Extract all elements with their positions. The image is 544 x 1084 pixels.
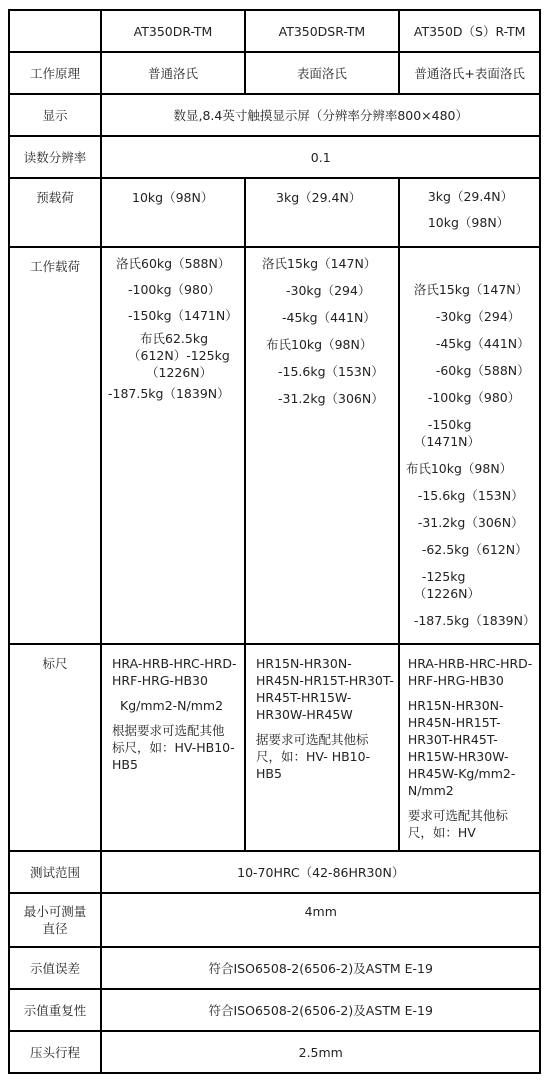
row-label-load-text: 工作载荷	[29, 259, 80, 274]
scale-line: HB5	[112, 757, 138, 772]
preload-value-2: 3kg（29.4N）	[276, 190, 362, 205]
row-label-accuracy: 示值误差	[9, 947, 101, 989]
table-row	[9, 94, 540, 136]
scale-line: 根据要求可选配其他	[112, 723, 225, 738]
load-line: 布氏10kg（98N）	[266, 337, 373, 352]
table-row	[9, 851, 540, 893]
model-header-2: AT350DSR-TM	[245, 10, 399, 52]
load-line: （1471N）	[413, 434, 481, 449]
load-line: -150kg	[427, 417, 472, 432]
scale-line: HRA-HRB-HRC-HRD-	[407, 656, 533, 671]
scale-cell-2	[245, 644, 399, 851]
row-label-stroke: 压头行程	[9, 1031, 101, 1073]
scale-line: HRF-HRG-HB30	[407, 673, 504, 688]
load-line: -187.5kg（1839N）	[413, 613, 536, 628]
model-header-3: AT350D（S）R-TM	[399, 10, 541, 52]
scale-line: N/mm2	[407, 783, 454, 798]
principle-value-1: 普通洛氏	[101, 52, 245, 94]
row-label-scale-text: 标尺	[42, 656, 68, 671]
scale-line: HR45T-HR15W-	[256, 690, 352, 705]
scale-line: HRA-HRB-HRC-HRD-	[112, 656, 237, 671]
min-diameter-label-line: 直径	[42, 921, 68, 936]
table-row	[9, 989, 540, 1031]
table-row	[9, 52, 540, 94]
table-row	[9, 178, 540, 247]
scale-line: HR15N-HR30N-	[256, 656, 352, 671]
load-line: -150kg（1471N）	[128, 308, 238, 323]
principle-value-3: 普通洛氏+表面洛氏	[399, 52, 541, 94]
load-line: -100kg（980）	[427, 390, 521, 405]
scale-line: 据要求可选配其他标	[256, 732, 369, 747]
min-diameter-cell	[101, 893, 540, 947]
table-row	[9, 644, 540, 851]
row-label-preload-text: 预载荷	[36, 190, 74, 205]
load-line: （1226N）	[413, 586, 481, 601]
load-line: -187.5kg（1839N）	[108, 386, 230, 401]
load-line: 布氏10kg（98N）	[405, 461, 513, 476]
row-label-scale	[9, 644, 101, 851]
load-line: （612N）-125kg	[128, 348, 230, 363]
table-row	[9, 247, 540, 644]
accuracy-value: 符合ISO6508-2(6506-2)及ASTM E-19	[101, 947, 540, 989]
load-cell-3	[399, 247, 541, 644]
row-label-resolution: 读数分辨率	[9, 136, 101, 178]
load-line: 洛氏60kg（588N）	[116, 256, 231, 271]
resolution-value: 0.1	[101, 136, 540, 178]
table-row	[9, 1031, 540, 1073]
row-label-repeatability: 示值重复性	[9, 989, 101, 1031]
load-line: -15.6kg（153N）	[417, 488, 524, 503]
load-line: （1226N）	[146, 365, 213, 380]
min-diameter-value: 4mm	[304, 904, 337, 919]
range-value: 10-70HRC（42-86HR30N）	[101, 851, 540, 893]
scale-line: HR45W-Kg/mm2-	[407, 766, 516, 781]
header-blank-cell	[9, 10, 101, 52]
row-label-display: 显示	[9, 94, 101, 136]
table-row	[9, 947, 540, 989]
load-line: -125kg	[421, 569, 466, 584]
scale-cell-3	[399, 644, 541, 851]
load-line: -30kg（294）	[435, 309, 521, 324]
load-line: -45kg（441N）	[435, 336, 530, 351]
row-label-load	[9, 247, 101, 644]
scale-line: HR45N-HR15T-HR30T-	[256, 673, 394, 688]
load-line: -31.2kg（306N）	[278, 391, 384, 406]
table-row	[9, 10, 540, 52]
scale-cell-1	[101, 644, 245, 851]
scale-line: 标尺，如：HV-HB10-	[112, 740, 235, 755]
scale-line: HB5	[256, 766, 282, 781]
load-line: -100kg（980）	[128, 282, 221, 297]
preload-value-1: 10kg（98N）	[132, 190, 214, 205]
preload-line: 10kg（98N）	[427, 215, 510, 230]
scale-line: HR15N-HR30N-	[407, 698, 504, 713]
load-line: -45kg（441N）	[282, 310, 376, 325]
scale-line: HR30W-HR45W	[256, 707, 353, 722]
row-label-preload	[9, 178, 101, 247]
model-header-1: AT350DR-TM	[101, 10, 245, 52]
scale-line: HR30T-HR45T-	[407, 732, 498, 747]
scale-line: 要求可选配其他标	[407, 808, 508, 823]
table-row	[9, 136, 540, 178]
scale-line: 尺，如：HV- HB10-	[256, 749, 371, 764]
load-line: -31.2kg（306N）	[417, 515, 524, 530]
load-line: 洛氏15kg（147N）	[262, 256, 377, 271]
stroke-value: 2.5mm	[101, 1031, 540, 1073]
scale-line: Kg/mm2-N/mm2	[120, 698, 224, 713]
load-line: -62.5kg（612N）	[421, 542, 528, 557]
scale-line: HR45N-HR15T-	[407, 715, 501, 730]
display-value: 数显,8.4英寸触摸显示屏（分辨率分辨率800×480）	[101, 94, 540, 136]
row-label-range: 测试范围	[9, 851, 101, 893]
preload-cell-3	[399, 178, 541, 247]
preload-cell-2	[245, 178, 399, 247]
min-diameter-label-line: 最小可测量	[23, 904, 87, 919]
spec-table	[8, 9, 541, 1074]
table-row	[9, 893, 540, 947]
scale-line: 尺，如：HV	[407, 825, 476, 840]
repeatability-value: 符合ISO6508-2(6506-2)及ASTM E-19	[101, 989, 540, 1031]
load-line: 洛氏15kg（147N）	[413, 282, 529, 297]
load-line: -60kg（588N）	[435, 363, 530, 378]
row-label-min-diameter	[9, 893, 101, 947]
scale-line: HR15W-HR30W-	[407, 749, 509, 764]
load-cell-1	[101, 247, 245, 644]
preload-line: 3kg（29.4N）	[427, 189, 514, 204]
load-line: 布氏62.5kg	[140, 331, 209, 346]
scale-line: HRF-HRG-HB30	[112, 673, 208, 688]
load-line: -15.6kg（153N）	[278, 364, 384, 379]
principle-value-2: 表面洛氏	[245, 52, 399, 94]
preload-cell-1	[101, 178, 245, 247]
load-cell-2	[245, 247, 399, 644]
row-label-principle: 工作原理	[9, 52, 101, 94]
load-line: -30kg（294）	[286, 283, 371, 298]
